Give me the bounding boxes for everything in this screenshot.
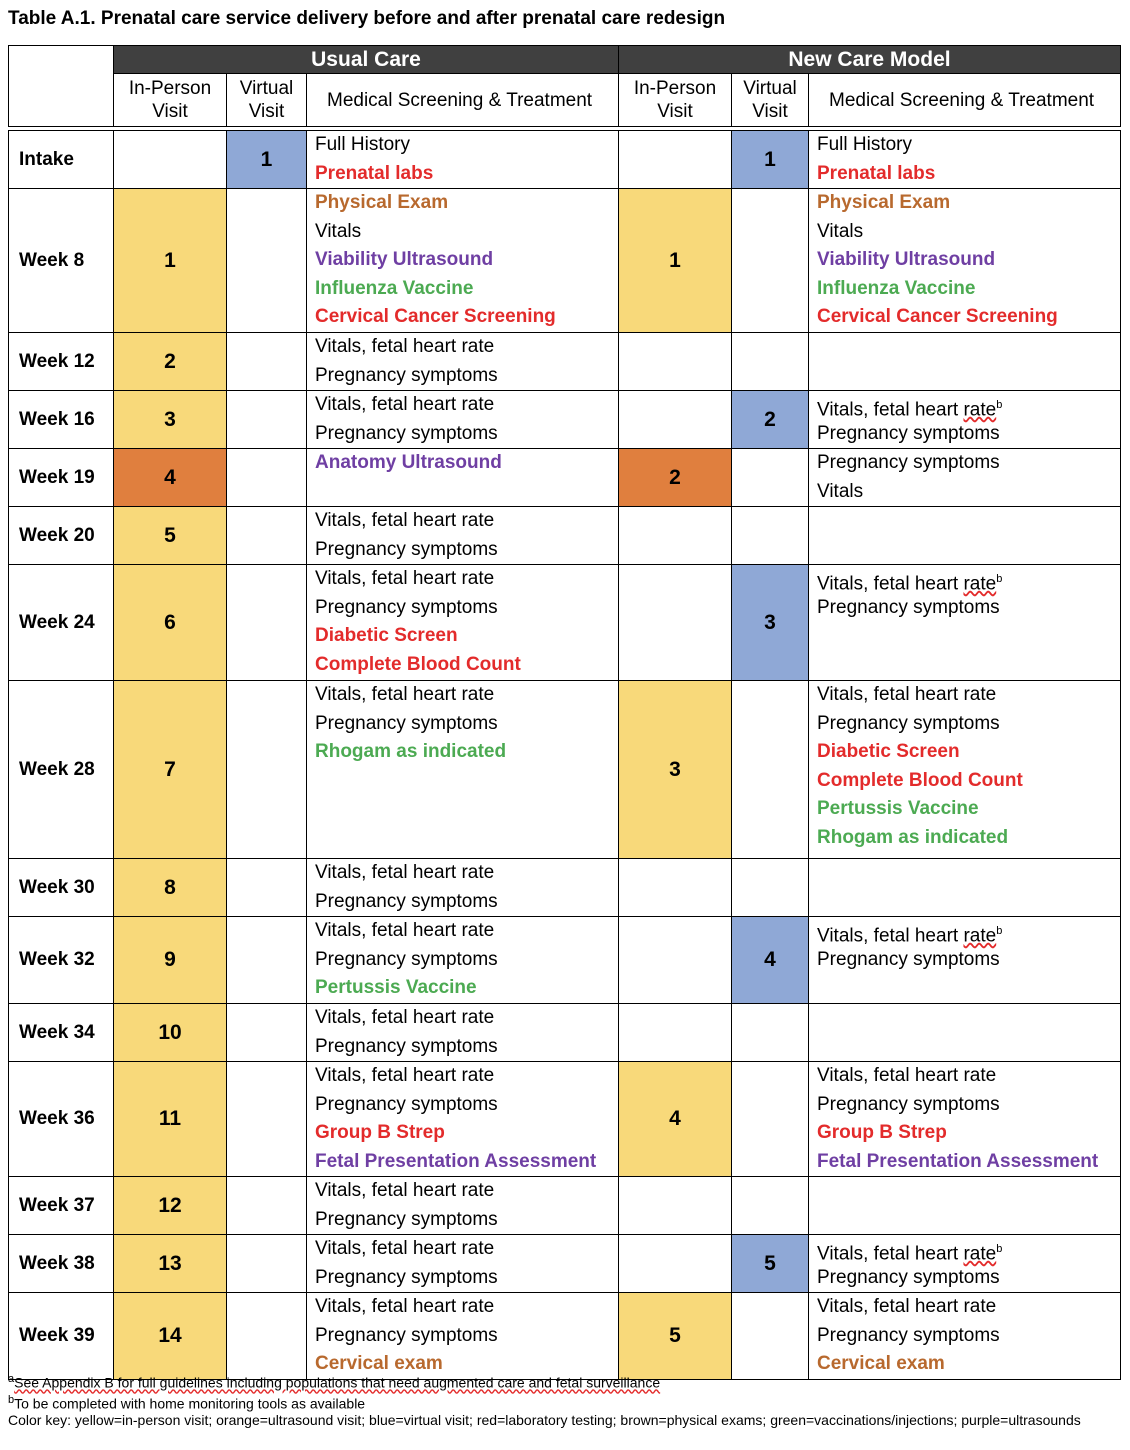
medical-item — [817, 681, 1112, 710]
medical-item — [315, 565, 610, 594]
medical-item — [315, 1062, 610, 1091]
medical-item — [817, 1235, 1112, 1264]
new-in-person-visit — [619, 391, 732, 449]
medical-item-text: Viability Ultrasound — [817, 249, 996, 270]
new-in-person-visit — [619, 131, 732, 189]
medical-item-text: Group B Strep — [817, 1122, 947, 1143]
usual-in-person-visit: 3 — [114, 391, 227, 449]
medical-item — [817, 478, 1112, 507]
medical-item — [315, 888, 610, 917]
medical-item-text: Vitals — [817, 220, 864, 242]
usual-medical-cell — [307, 131, 619, 189]
medical-item — [315, 594, 610, 623]
medical-item-text: Pregnancy symptoms — [817, 1324, 1000, 1346]
footnote-text: To be completed with home monitoring tools as available — [14, 1395, 366, 1412]
medical-item-text: Physical Exam — [817, 192, 951, 213]
medical-item — [817, 160, 1112, 189]
usual-virtual-visit — [227, 565, 307, 681]
usual-in-person-visit: 6 — [114, 565, 227, 681]
header-label: In-Person — [633, 78, 717, 99]
new-virtual-visit: 3 — [732, 565, 809, 681]
usual-in-person-visit: 4 — [114, 449, 227, 507]
medical-item — [315, 536, 610, 565]
medical-item — [315, 917, 610, 946]
table-title: Table A.1. Prenatal care service delivery before and after prenatal care redesign — [8, 8, 726, 29]
medical-item — [817, 1062, 1112, 1091]
usual-in-person-visit: 12 — [114, 1177, 227, 1235]
new-in-person-visit — [619, 1004, 732, 1062]
new-medical-cell — [809, 333, 1121, 391]
medical-item-text: Vitals, fetal heart rate — [315, 1296, 495, 1317]
medical-item-text: Pregnancy symptoms — [315, 422, 498, 444]
new-medical-cell — [809, 507, 1121, 565]
table-row — [9, 1177, 1121, 1235]
table-row — [9, 1235, 1121, 1293]
medical-item-text: Vitals, fetal heart rate — [315, 1180, 495, 1201]
medical-item — [817, 218, 1112, 247]
usual-medical-cell — [307, 1235, 619, 1293]
table-row — [9, 917, 1121, 1004]
usual-in-person-visit: 5 — [114, 507, 227, 565]
table-row — [9, 565, 1121, 681]
medical-item — [817, 449, 1112, 478]
footnote-mark: b — [996, 925, 1003, 937]
usual-virtual-visit — [227, 917, 307, 1004]
medical-item — [817, 1264, 1112, 1293]
header-label: Visit — [248, 101, 285, 122]
table-row — [9, 449, 1121, 507]
header-label: Visit — [752, 101, 788, 122]
medical-item — [315, 1177, 610, 1206]
medical-item — [315, 218, 610, 247]
new-virtual-visit: 5 — [732, 1235, 809, 1293]
usual-medical-cell — [307, 565, 619, 681]
medical-item — [315, 189, 610, 218]
medical-item — [315, 420, 610, 449]
medical-item-text: Pregnancy symptoms — [315, 1035, 498, 1057]
new-in-person-visit — [619, 333, 732, 391]
medical-item — [817, 1148, 1112, 1177]
group-usual-care: Usual Care — [114, 46, 619, 74]
medical-item-text: Prenatal labs — [817, 162, 936, 184]
medical-item-text: Cervical exam — [315, 1353, 443, 1374]
new-in-person-visit — [619, 859, 732, 917]
medical-item — [817, 710, 1112, 739]
medical-item-text: Cervical exam — [817, 1353, 945, 1374]
usual-medical-cell — [307, 917, 619, 1004]
new-virtual-visit — [732, 507, 809, 565]
medical-item-text: Physical Exam — [315, 192, 449, 213]
new-virtual-visit: 1 — [732, 131, 809, 189]
footnote-mark: b — [8, 1393, 15, 1406]
spellcheck-word: rate — [963, 399, 997, 421]
usual-medical-cell — [307, 189, 619, 333]
week-label: Week 12 — [9, 333, 114, 391]
new-medical-cell — [809, 391, 1121, 449]
group-new-care-model: New Care Model — [619, 46, 1121, 74]
medical-item-text: Pregnancy symptoms — [817, 596, 1000, 618]
usual-medical-cell — [307, 507, 619, 565]
medical-item — [315, 449, 610, 478]
new-virtual-visit: 4 — [732, 917, 809, 1004]
table-row — [9, 1062, 1121, 1177]
medical-item-text: Vitals, fetal heart rate — [315, 510, 495, 531]
medical-item-text: Complete Blood Count — [315, 653, 521, 675]
medical-item-text: Vitals, fetal heart rate — [817, 1065, 997, 1086]
header-label: Visit — [657, 101, 693, 122]
usual-virtual-visit — [227, 1177, 307, 1235]
medical-item — [315, 1033, 610, 1062]
table-row — [9, 507, 1121, 565]
medical-item — [315, 1119, 610, 1148]
footnotes — [8, 1371, 1123, 1429]
medical-item-text: Vitals, fetal heart rate — [817, 1243, 997, 1265]
usual-virtual-visit — [227, 1004, 307, 1062]
medical-item-text: Vitals, fetal heart rate — [817, 684, 997, 705]
new-medical-cell — [809, 1062, 1121, 1177]
new-virtual-visit — [732, 333, 809, 391]
header-new-virtual — [732, 74, 809, 127]
usual-in-person-visit: 7 — [114, 681, 227, 859]
medical-item — [315, 681, 610, 710]
usual-medical-cell — [307, 333, 619, 391]
footnote-a — [8, 1371, 1123, 1392]
medical-item-text: Vitals, fetal heart rate — [817, 925, 997, 947]
medical-item — [315, 333, 610, 362]
medical-item-text: Pregnancy symptoms — [315, 1208, 498, 1230]
medical-item — [315, 738, 610, 767]
usual-medical-cell — [307, 1293, 619, 1380]
header-label: Visit — [152, 101, 188, 122]
header-new-in-person — [619, 74, 732, 127]
new-medical-cell — [809, 565, 1121, 681]
medical-item — [315, 710, 610, 739]
medical-item-text: Pregnancy symptoms — [817, 1093, 1000, 1115]
week-label: Week 20 — [9, 507, 114, 565]
medical-item-text: Pertussis Vaccine — [315, 977, 477, 998]
usual-in-person-visit: 10 — [114, 1004, 227, 1062]
week-label: Intake — [9, 131, 114, 189]
week-label: Week 37 — [9, 1177, 114, 1235]
medical-item-text: Pregnancy symptoms — [817, 712, 1000, 734]
medical-item-text: Fetal Presentation Assessment — [315, 1150, 597, 1172]
medical-item — [315, 1322, 610, 1351]
color-key: Color key: yellow=in-person visit; orange=ultrasound visit; blue=virtual visit; red=laboratory testing; brown=physical exams; green=vaccinations/injections; purple=ultrasounds — [8, 1412, 1081, 1429]
medical-item-text: Influenza Vaccine — [817, 277, 976, 299]
medical-item-text: Cervical Cancer Screening — [315, 306, 556, 327]
new-virtual-visit — [732, 1062, 809, 1177]
medical-item — [817, 946, 1112, 975]
medical-item-text: Diabetic Screen — [315, 625, 458, 646]
new-medical-cell — [809, 859, 1121, 917]
medical-item-text: Pregnancy symptoms — [315, 1093, 498, 1115]
week-label: Week 32 — [9, 917, 114, 1004]
table-row — [9, 189, 1121, 333]
medical-item-text: Rhogam as indicated — [315, 741, 507, 762]
usual-medical-cell — [307, 449, 619, 507]
usual-in-person-visit: 9 — [114, 917, 227, 1004]
medical-item — [817, 1293, 1112, 1322]
usual-medical-cell — [307, 859, 619, 917]
spellcheck-word: rate — [963, 573, 997, 595]
medical-item-text: Pregnancy symptoms — [315, 1266, 498, 1288]
new-medical-cell — [809, 1177, 1121, 1235]
usual-virtual-visit — [227, 507, 307, 565]
medical-item-text: Vitals, fetal heart rate — [817, 1296, 997, 1317]
usual-virtual-visit — [227, 681, 307, 859]
medical-item — [315, 131, 610, 160]
spellcheck-word: rate — [963, 925, 997, 947]
medical-item-text: Vitals — [817, 480, 864, 502]
medical-item — [315, 1264, 610, 1293]
medical-item — [315, 946, 610, 975]
new-in-person-visit — [619, 1235, 732, 1293]
usual-virtual-visit — [227, 859, 307, 917]
new-virtual-visit — [732, 1004, 809, 1062]
medical-item — [817, 917, 1112, 946]
medical-item-text: Pregnancy symptoms — [315, 1324, 498, 1346]
medical-item — [817, 275, 1112, 304]
new-medical-cell — [809, 1293, 1121, 1380]
table-row — [9, 391, 1121, 449]
new-medical-cell — [809, 449, 1121, 507]
footnote-mark: b — [996, 573, 1003, 585]
medical-item — [817, 795, 1112, 824]
new-in-person-visit: 4 — [619, 1062, 732, 1177]
medical-item — [817, 738, 1112, 767]
medical-item-text: Vitals, fetal heart rate — [315, 1238, 495, 1259]
week-label: Week 24 — [9, 565, 114, 681]
usual-in-person-visit: 14 — [114, 1293, 227, 1380]
medical-item-text: Pregnancy symptoms — [315, 364, 498, 386]
medical-item — [315, 275, 610, 304]
medical-item — [315, 974, 610, 1003]
medical-item-text: Pregnancy symptoms — [817, 422, 1000, 444]
usual-medical-cell — [307, 1062, 619, 1177]
medical-item-text: Vitals, fetal heart rate — [315, 1007, 495, 1028]
week-label: Week 30 — [9, 859, 114, 917]
new-in-person-visit — [619, 917, 732, 1004]
corner-cell — [9, 46, 114, 127]
medical-item-text: Viability Ultrasound — [315, 249, 494, 270]
usual-in-person-visit: 11 — [114, 1062, 227, 1177]
new-medical-cell — [809, 917, 1121, 1004]
medical-item-text: Group B Strep — [315, 1122, 445, 1143]
medical-item — [315, 1004, 610, 1033]
usual-virtual-visit — [227, 1062, 307, 1177]
medical-item-text: Complete Blood Count — [817, 769, 1023, 791]
medical-item-text: Influenza Vaccine — [315, 277, 474, 299]
medical-item — [817, 1091, 1112, 1120]
medical-item-text: Pregnancy symptoms — [315, 948, 498, 970]
medical-item-text: Vitals, fetal heart rate — [817, 573, 997, 595]
prenatal-care-table — [8, 45, 1121, 1380]
medical-item — [817, 391, 1112, 420]
new-in-person-visit: 3 — [619, 681, 732, 859]
header-label: In-Person — [128, 78, 212, 99]
medical-item-text: Prenatal labs — [315, 162, 434, 184]
new-in-person-visit — [619, 565, 732, 681]
medical-item — [817, 189, 1112, 218]
medical-item — [315, 507, 610, 536]
new-in-person-visit: 1 — [619, 189, 732, 333]
new-medical-cell — [809, 681, 1121, 859]
medical-item-text: Cervical Cancer Screening — [817, 306, 1058, 327]
medical-item — [817, 824, 1112, 853]
usual-virtual-visit — [227, 333, 307, 391]
week-label: Week 19 — [9, 449, 114, 507]
usual-medical-cell — [307, 1177, 619, 1235]
usual-medical-cell — [307, 681, 619, 859]
medical-item-text: Vitals, fetal heart rate — [315, 568, 495, 589]
medical-item — [315, 1091, 610, 1120]
medical-item — [817, 565, 1112, 594]
header-usual-in-person — [114, 74, 227, 127]
footnote-text: See Appendix B for full guidelines including populations that need augmented care and fetal surveillance — [14, 1374, 661, 1391]
medical-item-text: Vitals — [315, 220, 362, 242]
medical-item — [315, 622, 610, 651]
medical-item — [315, 1148, 610, 1177]
usual-virtual-visit — [227, 1293, 307, 1380]
table-row — [9, 1004, 1121, 1062]
medical-item — [315, 246, 610, 275]
new-medical-cell — [809, 1235, 1121, 1293]
medical-item-text: Vitals, fetal heart rate — [315, 394, 495, 415]
new-medical-cell — [809, 1004, 1121, 1062]
medical-item — [315, 859, 610, 888]
medical-item-text: Full History — [817, 134, 913, 155]
week-label: Week 16 — [9, 391, 114, 449]
medical-item-text: Pregnancy symptoms — [315, 596, 498, 618]
footnote-mark: b — [996, 1243, 1003, 1255]
medical-item — [817, 1119, 1112, 1148]
medical-item-text: Vitals, fetal heart rate — [315, 684, 495, 705]
medical-item-text: Pregnancy symptoms — [315, 538, 498, 560]
medical-item — [315, 303, 610, 332]
medical-item — [817, 767, 1112, 796]
new-virtual-visit — [732, 1177, 809, 1235]
medical-item-text: Pregnancy symptoms — [817, 1266, 1000, 1288]
usual-virtual-visit: 1 — [227, 131, 307, 189]
medical-item — [817, 1322, 1112, 1351]
medical-item — [315, 362, 610, 391]
medical-item-text: Pregnancy symptoms — [817, 452, 1000, 473]
usual-virtual-visit — [227, 391, 307, 449]
week-label: Week 8 — [9, 189, 114, 333]
new-in-person-visit — [619, 1177, 732, 1235]
medical-item — [315, 651, 610, 680]
medical-item-text: Vitals, fetal heart rate — [817, 399, 997, 421]
medical-item — [817, 131, 1112, 160]
usual-virtual-visit — [227, 1235, 307, 1293]
new-in-person-visit — [619, 507, 732, 565]
medical-item — [817, 594, 1112, 623]
new-virtual-visit — [732, 449, 809, 507]
usual-in-person-visit: 2 — [114, 333, 227, 391]
new-medical-cell — [809, 189, 1121, 333]
table-row — [9, 333, 1121, 391]
week-label: Week 28 — [9, 681, 114, 859]
table-row — [9, 131, 1121, 189]
medical-item-text: Vitals, fetal heart rate — [315, 920, 495, 941]
medical-item — [315, 1293, 610, 1322]
table-row — [9, 859, 1121, 917]
medical-item-text: Rhogam as indicated — [817, 826, 1009, 848]
usual-virtual-visit — [227, 189, 307, 333]
medical-item-text: Diabetic Screen — [817, 741, 960, 762]
header-new-medical: Medical Screening & Treatment — [809, 74, 1121, 127]
medical-item — [817, 420, 1112, 449]
medical-item-text: Pregnancy symptoms — [817, 948, 1000, 970]
header-label: Virtual — [743, 78, 797, 99]
medical-item-text: Vitals, fetal heart rate — [315, 1065, 495, 1086]
usual-virtual-visit — [227, 449, 307, 507]
week-label: Week 34 — [9, 1004, 114, 1062]
footnote-mark: b — [996, 399, 1003, 411]
medical-item-text: Pertussis Vaccine — [817, 798, 979, 819]
new-medical-cell — [809, 131, 1121, 189]
usual-in-person-visit: 1 — [114, 189, 227, 333]
medical-item-text: Vitals, fetal heart rate — [315, 336, 495, 357]
new-in-person-visit: 2 — [619, 449, 732, 507]
usual-medical-cell — [307, 1004, 619, 1062]
new-virtual-visit — [732, 681, 809, 859]
medical-item — [315, 1206, 610, 1235]
new-in-person-visit: 5 — [619, 1293, 732, 1380]
header-usual-virtual — [227, 74, 307, 127]
footnote-b — [8, 1392, 1123, 1413]
footnote-mark: a — [8, 1373, 15, 1385]
usual-in-person-visit: 8 — [114, 859, 227, 917]
week-label: Week 38 — [9, 1235, 114, 1293]
medical-item-text: Anatomy Ultrasound — [315, 452, 502, 473]
medical-item-text: Pregnancy symptoms — [315, 712, 498, 734]
medical-item-text: Vitals, fetal heart rate — [315, 862, 495, 883]
usual-in-person-visit — [114, 131, 227, 189]
spellcheck-word: rate — [963, 1243, 997, 1265]
table-row — [9, 681, 1121, 859]
table-row — [9, 1293, 1121, 1380]
usual-medical-cell — [307, 391, 619, 449]
week-label: Week 39 — [9, 1293, 114, 1380]
new-virtual-visit: 2 — [732, 391, 809, 449]
medical-item — [315, 1235, 610, 1264]
header-label: Virtual — [239, 78, 294, 99]
medical-item — [315, 391, 610, 420]
medical-item — [315, 160, 610, 189]
week-label: Week 36 — [9, 1062, 114, 1177]
medical-item-text: Full History — [315, 134, 411, 155]
medical-item-text: Pregnancy symptoms — [315, 890, 498, 912]
new-virtual-visit — [732, 1293, 809, 1380]
new-virtual-visit — [732, 859, 809, 917]
medical-item — [817, 303, 1112, 332]
header-usual-medical: Medical Screening & Treatment — [307, 74, 619, 127]
new-virtual-visit — [732, 189, 809, 333]
usual-in-person-visit: 13 — [114, 1235, 227, 1293]
medical-item — [817, 246, 1112, 275]
medical-item-text: Fetal Presentation Assessment — [817, 1150, 1099, 1172]
